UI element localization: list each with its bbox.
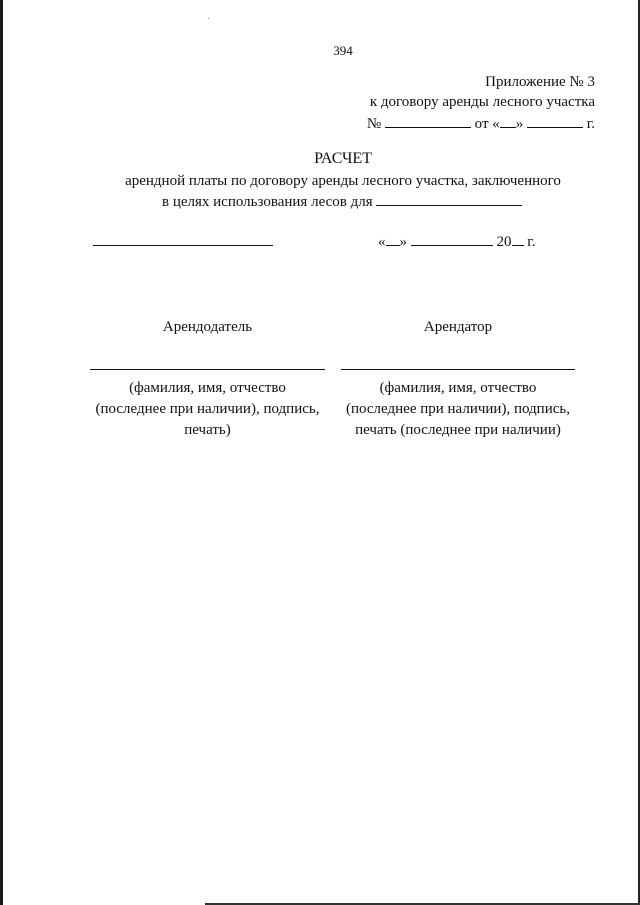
lessor-signature-line <box>90 369 325 370</box>
lessee-caption-line-1: (фамилия, имя, отчество <box>379 380 537 396</box>
month-blank <box>411 232 493 246</box>
contract-month-blank <box>527 114 583 128</box>
place-blank <box>93 245 273 246</box>
quote-close: » <box>515 116 524 132</box>
heading-line-2 <box>162 192 522 211</box>
number-prefix: № <box>366 116 382 132</box>
appendix-title: Приложение № 3 <box>485 74 595 90</box>
from-word: от « <box>474 116 500 132</box>
lessee-caption <box>331 378 585 441</box>
lessor-title: Арендодатель <box>162 319 253 335</box>
appendix-contract: к договору аренды лесного участка <box>369 94 595 110</box>
lessee-title: Арендатор <box>423 319 493 335</box>
lessor-caption-line-1: (фамилия, имя, отчество <box>129 380 286 396</box>
heading-line-2-text: в целях использования лесов для <box>162 194 373 210</box>
day-blank <box>386 232 400 246</box>
page-number: 394 <box>333 43 353 58</box>
purpose-blank <box>376 192 522 206</box>
scan-speck <box>208 18 209 19</box>
date-line <box>378 232 535 251</box>
scan-border-left <box>0 0 3 905</box>
date-close-quote: » <box>399 234 407 250</box>
lessee-caption-line-3: печать (последнее при наличии) <box>355 422 561 438</box>
year-suffix: г. <box>586 116 595 132</box>
contract-number-blank <box>385 114 471 128</box>
lessee-signature-line <box>341 369 575 370</box>
heading-line-1: арендной платы по договору аренды лесного участка, заключенного <box>125 173 561 189</box>
lessee-caption-line-2: (последнее при наличии), подпись, <box>346 401 570 417</box>
appendix-number-line <box>367 114 595 133</box>
year-prefix: 20 <box>496 234 512 250</box>
document-heading: РАСЧЕТ <box>314 150 372 167</box>
lessor-caption <box>80 378 335 441</box>
date-open-quote: « <box>378 234 386 250</box>
year-blank <box>512 232 524 246</box>
lessor-caption-line-2: (последнее при наличии), подпись, <box>95 401 320 417</box>
contract-day-blank <box>500 114 516 128</box>
date-year-suffix: г. <box>527 234 536 250</box>
lessor-caption-line-3: печать) <box>184 422 231 438</box>
